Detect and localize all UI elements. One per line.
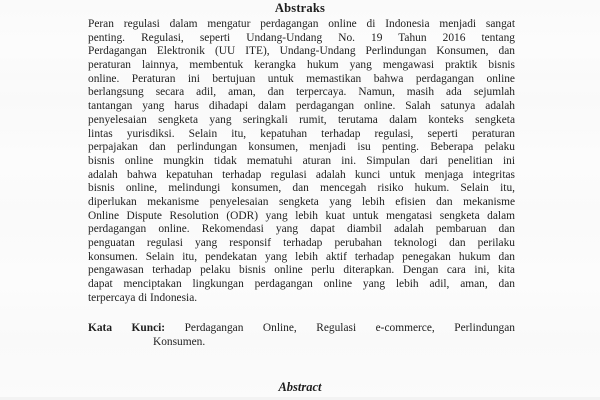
paragraph-line: adalah bahwa kepatuhan terhadap regulasi adalah kunci untuk menjaga integritas [88,168,515,181]
paragraph-line: penyelesaian sengketa yang seringkali rumit, terutama dalam konteks sengketa [88,113,515,126]
paragraph-line: berlangsung secara adil, aman, dan terpercaya. Namun, masih ada sejumlah [88,86,515,99]
abstract-en-heading: Abstract [278,380,322,394]
paragraph-line: pengawasan terhadap pelaku bisnis online perlu diterapkan. Dengan cara ini, kita [88,264,515,277]
keywords-label: Kata Kunci: [88,322,166,334]
paragraph-line: diperlukan mekanisme penyelesaian sengketa yang lebih efisien dan mekanisme [88,195,515,208]
paragraph-line: Peran regulasi dalam mengatur perdagangan online di Indonesia menjadi sangat [88,18,515,30]
keywords-text: Perdagangan Online, Regulasi e-commerce, Perlindungan [184,322,515,334]
keywords-line-2: Konsumen. [153,335,206,348]
paragraph-line: terpercaya di Indonesia. [88,291,198,304]
paragraph-line: penting. Regulasi, seperti Undang-Undang No. 19 Tahun 2016 tentang [88,31,515,44]
paragraph-line: konsumen. Selain itu, pendekatan yang lebih aktif terhadap penegakan hukum dan [88,250,515,263]
paragraph-line: Online Dispute Resolution (ODR) yang lebih kuat untuk mengatasi sengketa dalam [88,209,515,222]
paragraph-line: perdagangan online. Rekomendasi yang dapat diambil adalah pembaruan dan [88,223,515,236]
paragraph-line: dapat menciptakan lingkungan perdagangan online yang lebih adil, aman, dan [88,278,515,291]
abstract-id-paragraph [88,18,515,305]
paragraph-line: online. Peraturan ini bertujuan untuk memastikan bahwa perdagangan online [88,72,515,85]
paragraph-line: Perdagangan Elektronik (UU ITE), Undang-Undang Perlindungan Konsumen, dan [88,45,515,58]
paragraph-line: peraturan lainnya, membentuk kerangka hukum yang mengawasi praktik bisnis [88,59,515,72]
paragraph-line: lintas yurisdiksi. Selain itu, kepatuhan terhadap regulasi, seperti peraturan [88,127,515,140]
keywords-block [88,322,515,350]
abstract-id-heading: Abstraks [274,1,326,15]
keywords-line-1 [88,322,515,336]
paragraph-line: tantangan yang harus dihadapi dalam perdagangan online. Salah satunya adalah [88,100,515,113]
paragraph-line: bisnis online, melindungi konsumen, dan mencegah risiko hukum. Selain itu, [88,182,515,195]
paragraph-line: perpajakan dan perlindungan konsumen, menjadi isu penting. Beberapa pelaku [88,141,515,154]
paragraph-line: penguatan regulasi yang responsif terhadap perubahan teknologi dan perilaku [88,237,515,249]
paragraph-line: bisnis online mungkin tidak mematuhi aturan ini. Simpulan dari penelitian ini [88,154,515,167]
